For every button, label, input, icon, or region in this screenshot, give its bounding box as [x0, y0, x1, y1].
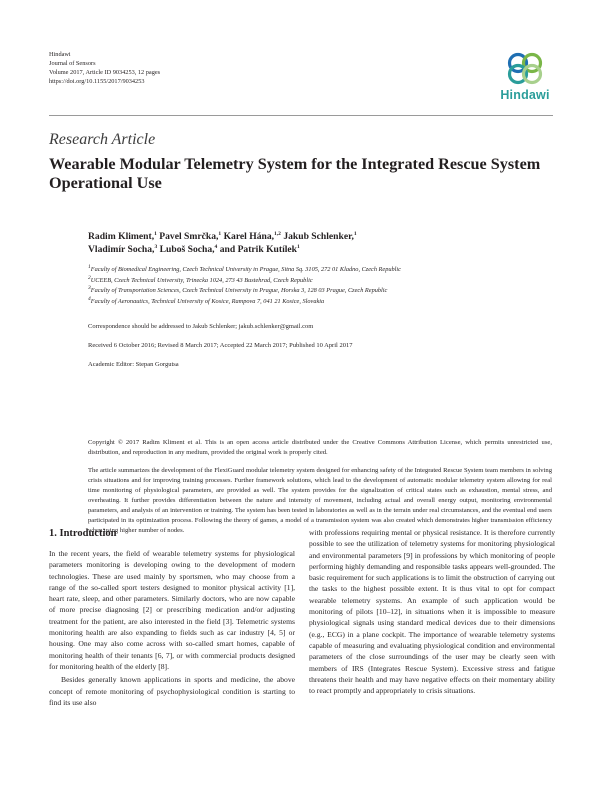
paragraph: In the recent years, the field of wearable telemetry systems for physiological parameters monitoring is developing owing to the development of modern technologies. These are used mainly by sportsmen, who may choose from a range of the so-called sport testers designed to monitor physical activity [1], heart rate, sleep, and other parameters. Similarly doctors, who are now capable of more precise diagnosing [2] or prescribing medication and/or adjusting treatment for the patient, are also interested in the field [3]. Telemetric systems monitoring health are also expanding to fields such as car industry [4, 5] or housing. One may also come across with so-called smart homes, capable of monitoring health of their tenants [6, 7], or with commercial products designed for monitoring health of the elderly [8].: [49, 549, 295, 671]
section-heading: 1. Introduction: [49, 528, 117, 539]
affiliation: $^2$UCEEB, Czech Technical University, Trinecka 1024, 273 43 Bustehrad, Czech Republic: [88, 274, 313, 284]
correspondence: Correspondence should be addressed to Jakub Schlenker; jakub.schlenker@gmail.com: [88, 323, 314, 330]
academic-editor: Academic Editor: Stepan Gorgutsa: [88, 361, 179, 368]
affiliation: $^3$Faculty of Transportation Sciences, Czech Technical University in Prague, Horska 3, 128 03 Prague, Czech Republic: [88, 285, 388, 295]
copyright-notice: Copyright © 2017 Radim Kliment et al. This is an open access article distributed under the Creative Commons Attribution License, which permits unrestricted use, distribution, and reproduction in any medium, provided the original work is properly cited.: [88, 439, 552, 456]
paragraph: Besides generally known applications in sports and medicine, the above concept of remote monitoring of psychophysiological condition is starting to find its use also: [49, 675, 295, 707]
paragraph: with professions requiring mental or physical resistance. It is therefore currently possible to see the utilization of telemetry systems for monitoring physiological and environmental parameters [9] in professions by which monitoring of people performing highly demanding and responsible tasks appears well-grounded. The basic requirement for such applications is to limit the obstruction of carrying out the tasks to the highest possible extent. It is thus vital to opt for compact wearable telemetry systems. An example of such application would be monitoring of pilots [10–12], in situations when it is impossible to measure physiological signals using standard medical devices due to their dimensions (e.g., ECG) in a plane cockpit. The importance of wearable telemetry systems capable of measuring and evaluating physiological condition and environmental parameters of the close surroundings of the user may be clearly seen with members of IRS (Integrates Rescue System). Excessive stress and fatigue threatens their health and may have negative effects on their momentary ability to react promptly and appropriately to crisis situations.: [309, 528, 555, 696]
publisher-name: Hindawi: [49, 51, 71, 58]
hindawi-rings-icon: [505, 50, 545, 86]
volume-line: Volume 2017, Article ID 9034253, 12 pages: [49, 69, 161, 76]
author: Jakub Schlenker,$^1$: [283, 230, 357, 242]
abstract: The article summarizes the development of the FlexiGuard modular telemetry system designed for enhancing safety of the Integrated Rescue System team members in solving crisis situations and for improving training processes. Further framework solutions, which lead to the development of automatic modular telemetry system allowing for real time monitoring of physiological parameters, are provided as well. The system provides for the signalization of critical states such as exhaustion, mental stress, and overheating. It further provides differentiation between the nature and intensity of movement, including actual and overall energy output, monitoring environmental parameters, and analysis of an intervention or training. The system has been tested in laboratories as well as in the terrain under real circumstances, and the eventual end users participated in its optimization process. Following the theory of games, a model of a transmission system was also created which demonstrates higher transmission efficiency when using higher number of nodes.: [88, 467, 552, 534]
author: Radim Kliment,$^1$: [88, 230, 157, 242]
header-divider: [49, 115, 553, 116]
journal-name: Journal of Sensors: [49, 60, 96, 67]
author: Karel Hána,$^{1,2}$: [223, 230, 281, 242]
author: and Patrik Kutílek$^1$: [219, 243, 300, 255]
author-list: [88, 230, 548, 256]
affiliation: $^1$Faculty of Biomedical Engineering, Czech Technical University in Prague, Sitna Sq. 3105, 272 01 Kladno, Czech Republic: [88, 263, 401, 273]
author: Luboš Socha,$^4$: [159, 243, 218, 255]
affiliation-list: [88, 265, 553, 307]
affiliation: $^4$Faculty of Aeronautics, Technical University of Kosice, Rampova 7, 041 21 Kosice, Slovakia: [88, 295, 325, 305]
author: Pavel Smrčka,$^1$: [159, 230, 222, 242]
author: Vladimír Socha,$^3$: [88, 243, 158, 255]
article-type: Research Article: [49, 131, 156, 148]
journal-meta: [49, 50, 160, 86]
right-column: [309, 527, 555, 696]
logo-wordmark: Hindawi: [500, 88, 550, 102]
history-dates: Received 6 October 2016; Revised 8 March 2017; Accepted 22 March 2017; Published 10 April 2017: [88, 342, 353, 349]
hindawi-logo: [496, 50, 554, 106]
article-title: Wearable Modular Telemetry System for the Integrated Rescue System Operational Use: [49, 155, 541, 192]
doi-link[interactable]: https://doi.org/10.1155/2017/9034253: [49, 78, 145, 85]
left-column: [49, 548, 295, 708]
